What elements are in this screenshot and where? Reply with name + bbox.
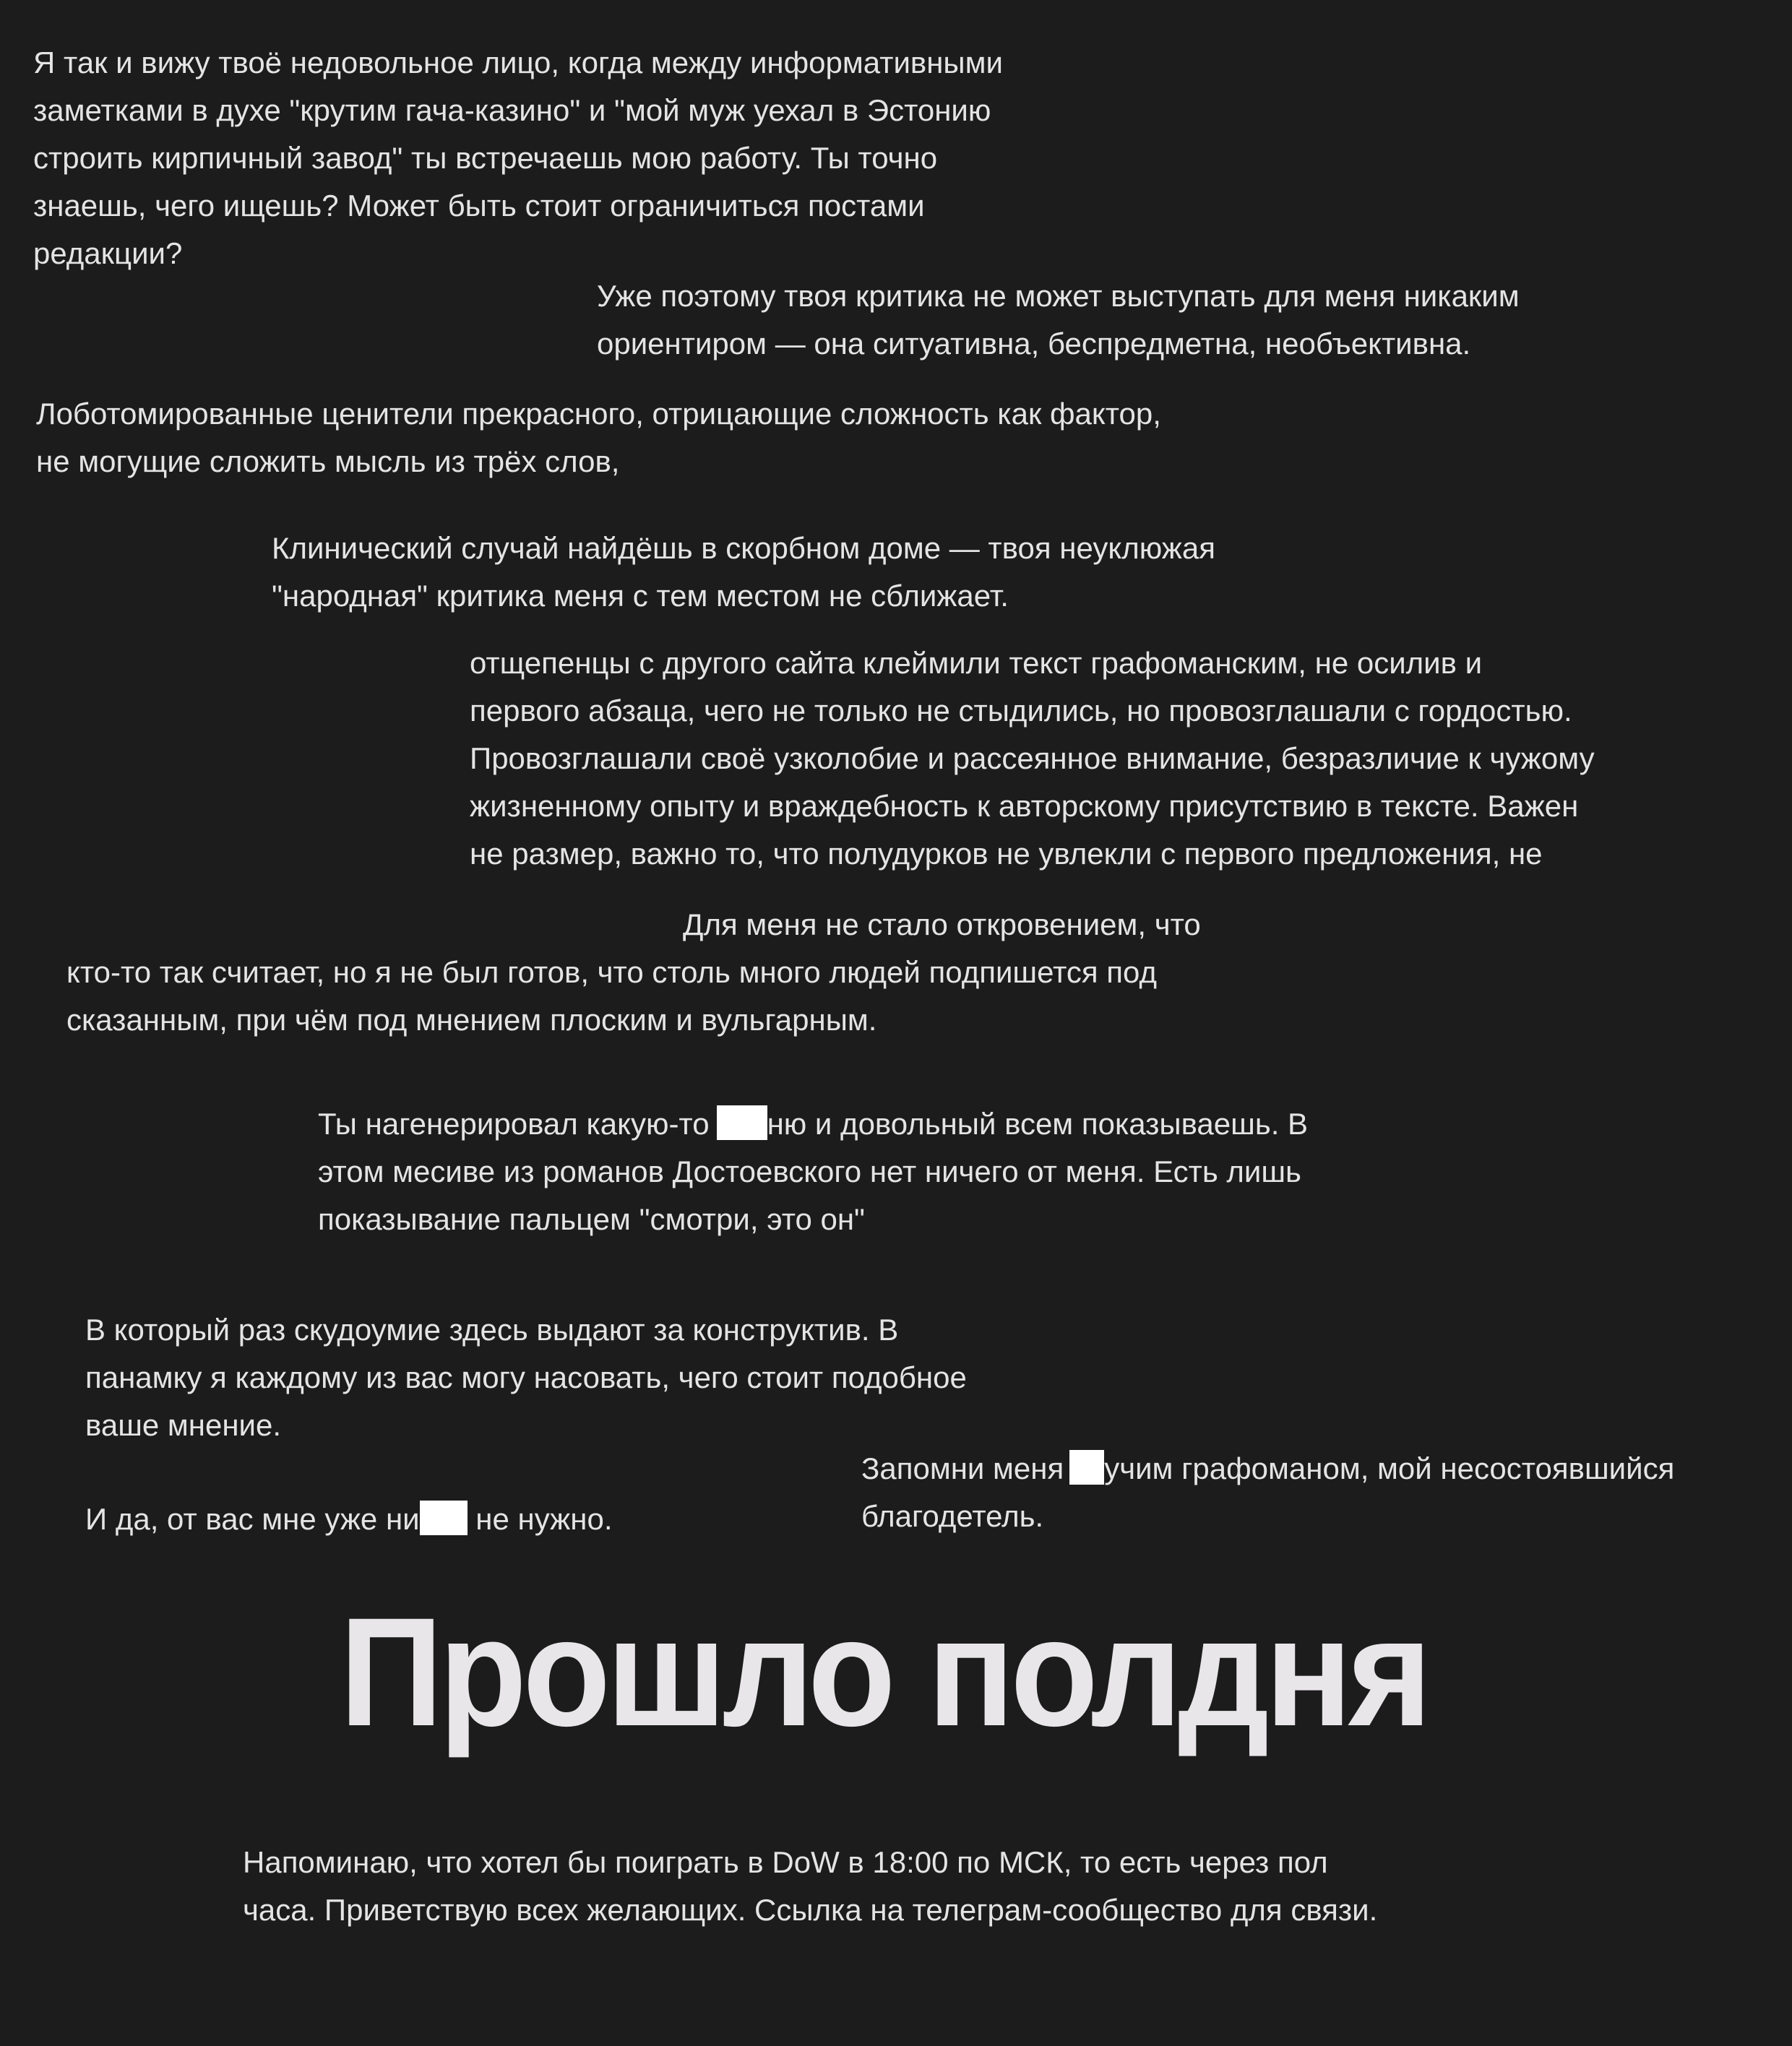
- text-line: [861, 1445, 1674, 1493]
- text-line: В который раз скудоумие здесь выдают за конструктив. В: [85, 1313, 899, 1347]
- text-fragment-12: [243, 1839, 1377, 1934]
- text-segment: не нужно.: [467, 1502, 613, 1536]
- text-line: этом месиве из романов Достоевского нет ничего от меня. Есть лишь: [318, 1154, 1301, 1188]
- text-fragment-6: [66, 901, 1201, 1044]
- headline: Прошло полдня: [340, 1586, 1429, 1758]
- text-fragment-9: [861, 1445, 1674, 1540]
- text-line: ваше мнение.: [85, 1408, 282, 1442]
- text-line: строить кирпичный завод" ты встречаешь мою работу. Ты точно: [33, 141, 938, 175]
- text-line: первого абзаца, чего не только не стыдились, но провозглашали с гордостью.: [470, 694, 1572, 728]
- text-line: знаешь, чего ищешь? Может быть стоит ограничиться постами: [33, 189, 925, 223]
- text-segment: ню и довольный всем показываешь. В: [767, 1107, 1309, 1141]
- text-line: заметками в духе "крутим гача-казино" и "мой муж уехал в Эстонию: [33, 93, 991, 127]
- censor-block: [420, 1501, 468, 1535]
- text-line: ориентиром — она ситуативна, беспредметна, необъективна.: [597, 327, 1471, 361]
- text-fragment-2: [597, 272, 1520, 368]
- text-line: Для меня не стало откровением, что: [683, 907, 1201, 941]
- text-line: жизненному опыту и враждебность к авторскому присутствию в тексте. Важен: [470, 789, 1579, 823]
- text-line: [85, 1495, 613, 1543]
- text-line: показывание пальцем "смотри, это он": [318, 1202, 865, 1236]
- text-line: Уже поэтому твоя критика не может выступать для меня никаким: [597, 279, 1520, 313]
- text-fragment-1: [33, 39, 1003, 277]
- text-line: не размер, важно то, что полудурков не увлекли с первого предложения, не: [470, 837, 1543, 871]
- text-line: сказанным, при чём под мнением плоским и вульгарным.: [66, 1003, 877, 1037]
- text-line: панамку я каждому из вас могу насовать, чего стоит подобное: [85, 1360, 967, 1394]
- censor-block: [717, 1105, 767, 1140]
- text-fragment-5: [470, 639, 1595, 878]
- text-line: не могущие сложить мысль из трёх слов,: [36, 444, 620, 478]
- text-line: Провозглашали своё узколобие и рассеянное внимание, безразличие к чужому: [470, 741, 1595, 775]
- text-line: кто-то так считает, но я не был готов, что столь много людей подпишется под: [66, 955, 1157, 989]
- text-line: редакции?: [33, 236, 183, 270]
- text-segment: Ты нагенерировал какую-то: [318, 1107, 710, 1141]
- text-line: Я так и вижу твоё недовольное лицо, когда между информативными: [33, 46, 1003, 79]
- text-segment: И да, от вас мне уже ни: [85, 1502, 420, 1536]
- text-line: Лоботомированные ценители прекрасного, отрицающие сложность как фактор,: [36, 397, 1161, 431]
- text-fragment-7: [318, 1100, 1308, 1243]
- text-segment: Запомни меня: [861, 1451, 1064, 1485]
- censor-block: [1069, 1450, 1104, 1485]
- text-line: отщепенцы с другого сайта клеймили текст графоманским, не осилив и: [470, 646, 1483, 680]
- text-line: [318, 1100, 1308, 1148]
- text-line: Клинический случай найдёшь в скорбном доме — твоя неуклюжая: [272, 531, 1215, 565]
- text-fragment-10: [85, 1495, 613, 1543]
- text-line: часа. Приветствую всех желающих. Ссылка на телеграм-сообщество для связи.: [243, 1893, 1378, 1927]
- text-line: Напоминаю, что хотел бы поиграть в DoW в 18:00 по МСК, то есть через пол: [243, 1845, 1328, 1879]
- text-fragment-4: [272, 525, 1215, 620]
- text-line: благодетель.: [861, 1499, 1044, 1533]
- text-line: "народная" критика меня с тем местом не сближает.: [272, 579, 1009, 613]
- text-segment: учим графоманом, мой несостоявшийся: [1104, 1451, 1675, 1485]
- text-fragment-3: [36, 390, 1161, 485]
- text-fragment-8: [85, 1306, 967, 1449]
